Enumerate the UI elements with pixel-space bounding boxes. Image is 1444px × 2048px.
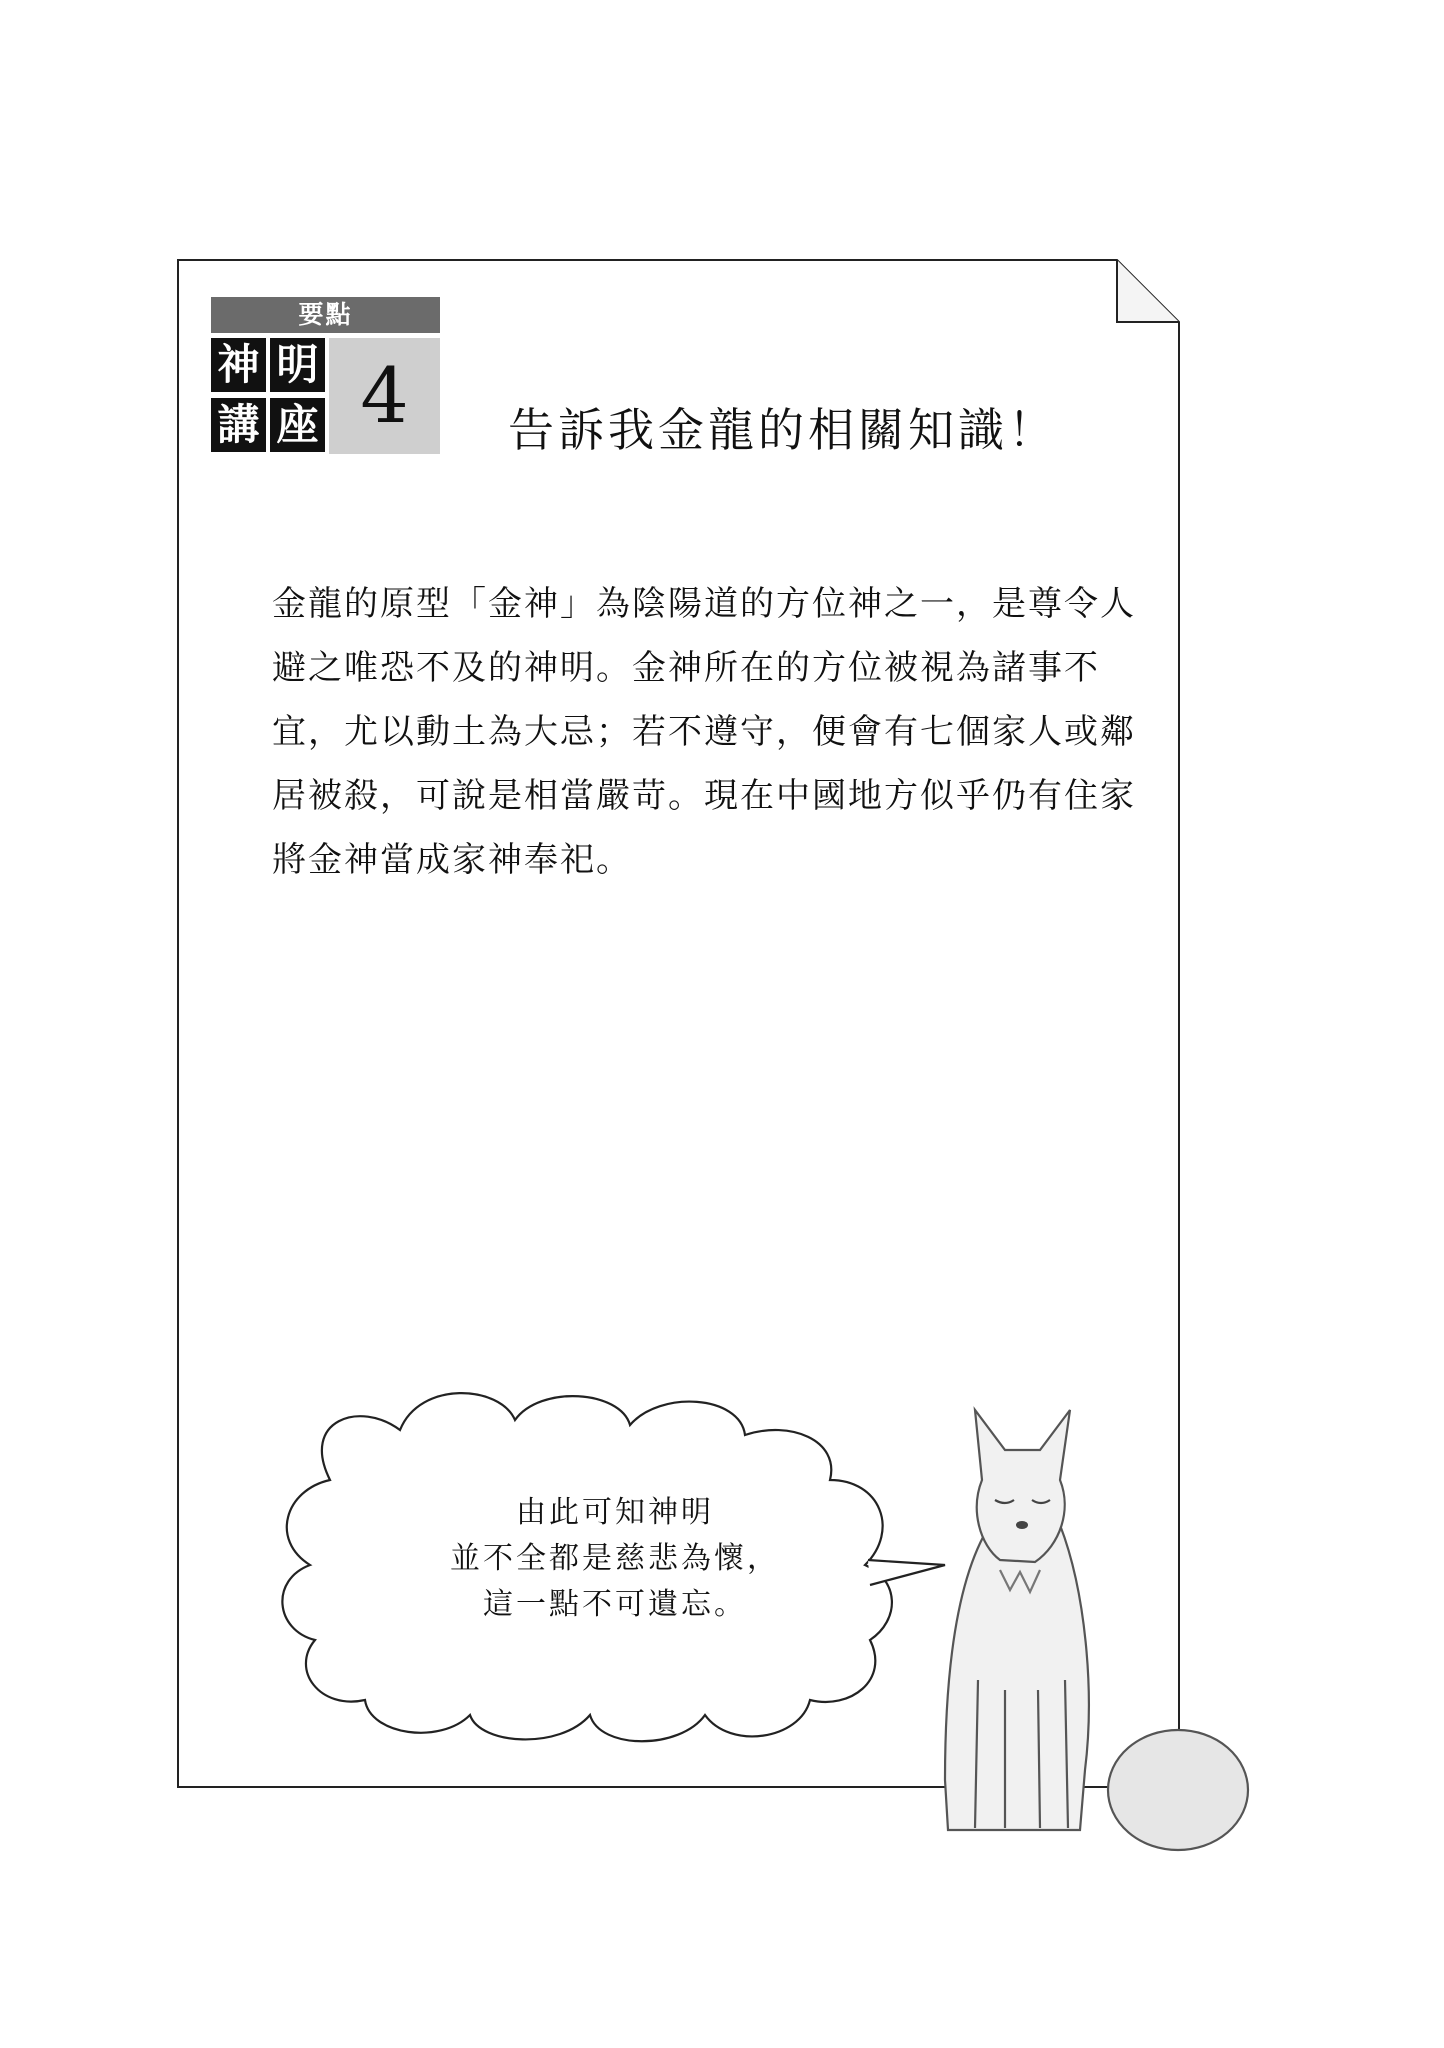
section-label: 要點	[211, 297, 440, 333]
body-paragraph	[272, 572, 1136, 892]
bubble-line: 由此可知神明	[516, 1495, 714, 1530]
body-line: 避之唯恐不及的神明。金神所在的方位被視為諸事不	[272, 648, 1100, 688]
series-char-2: 明	[270, 338, 325, 392]
series-char-1: 神	[211, 338, 266, 392]
body-line: 居被殺，可說是相當嚴苛。現在中國地方似乎仍有住家	[272, 776, 1136, 816]
bubble-line: 並不全都是慈悲為懷，	[450, 1541, 780, 1576]
page-title: 告訴我金龍的相關知識！	[508, 403, 1058, 457]
series-char-4: 座	[270, 398, 325, 452]
body-line: 將金神當成家神奉祀。	[272, 840, 632, 880]
series-char-3: 講	[211, 398, 266, 452]
body-line: 金龍的原型「金神」為陰陽道的方位神之一，是尊令人	[272, 584, 1136, 624]
lesson-number: 4	[329, 338, 440, 454]
body-line: 宜，尤以動土為大忌；若不遵守，便會有七個家人或鄰	[272, 712, 1136, 752]
speech-bubble-text	[380, 1490, 850, 1628]
bubble-line: 這一點不可遺忘。	[483, 1587, 747, 1622]
